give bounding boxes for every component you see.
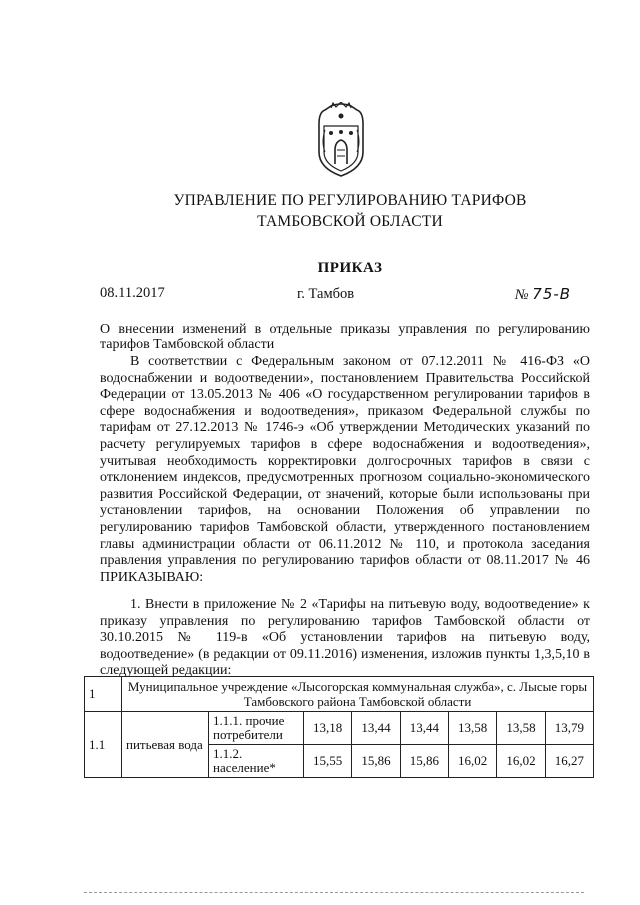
table-cell: 13,58 [448,712,496,745]
table-cell: 13,44 [400,712,448,745]
table-cell: 15,86 [400,745,448,778]
table-header-row [85,677,594,712]
document-number [515,285,571,304]
order-subject: О внесении изменений в отдельные приказы управления по регулированию тарифов Тамбовской области [100,322,590,352]
number-value: 75-В [532,285,572,303]
document-date: 08.11.2017 [100,285,165,301]
clause-1-text: 1. Внести в приложение № 2 «Тарифы на питьевую воду, водоотведение» к приказу управления по регулированию тарифов Тамбовской области от 30.10.2015 № 119-в «Об установлении тарифов на питьевую воду, водоотведение» (в редакции от 09.11.2016) изменения, изложив пункты 1,3,5,10 в следующей редакции: [100,597,590,679]
document-city: г. Тамбов [297,286,355,302]
table-cell: 13,79 [545,712,593,745]
number-label: № [515,287,529,303]
table-cell: 15,55 [304,745,352,778]
table-cell: 15,86 [352,745,400,778]
preamble-text: В соответствии с Федеральным законом от 07.12.2011 № 416-ФЗ «О водоснабжении и водоотведении», постановлением Правительства Российской Федерации от 13.05.2013 № 406 «О государственном регулировании тарифов в сфере водоснабжения и водоотведения», приказом Федеральной службы по тарифам от 27.12.2013 № 1746-э «Об утверждении Методических указаний по расчету регулируемых тарифов в сфере водоснабжения и водоотведения», учитывая необходимость корректировки долгосрочных тарифов в связи с отклонением индексов, предусмотренных прогнозом социально-экономического развития Российской Федерации, от значений, которые были использованы при установлении тарифов, на основании Положения об управлении по регулированию тарифов Тамбовской области, утвержденного постановлением главы администрации области от 06.11.2012 № 110, и протокола заседания правления управления по регулированию тарифов области от 08.11.2017 № 46 ПРИКАЗЫВАЮ: [100,354,590,585]
table-row [85,712,594,745]
table-service-kind: питьевая вода [122,712,209,778]
document-type: ПРИКАЗ [317,260,383,276]
table-item-number: 1 [85,677,122,712]
page-bottom-rule [84,892,584,894]
authority-line-1: УПРАВЛЕНИЕ ПО РЕГУЛИРОВАНИЮ ТАРИФОВ [173,192,527,209]
preamble-paragraph [100,354,590,586]
tambov-coat-of-arms-icon [313,102,369,178]
table-organization: Муниципальное учреждение «Лысогорская коммунальная служба», с. Лысые горы Тамбовского района Тамбовской области [122,677,594,712]
table-cell: 16,02 [448,745,496,778]
table-cell: 13,18 [304,712,352,745]
clause-1-paragraph [100,597,590,680]
table-cell: 16,02 [497,745,545,778]
table-consumer: 1.1.1. прочие потребители [209,712,304,745]
table-cell: 13,44 [352,712,400,745]
authority-line-2: ТАМБОВСКОЙ ОБЛАСТИ [257,213,443,230]
table-cell: 16,27 [545,745,593,778]
issuing-authority [150,190,550,232]
table-consumer: 1.1.2. население* [209,745,304,778]
table-cell: 13,58 [497,712,545,745]
tariff-table [84,676,594,778]
table-subitem-code: 1.1 [85,712,122,778]
